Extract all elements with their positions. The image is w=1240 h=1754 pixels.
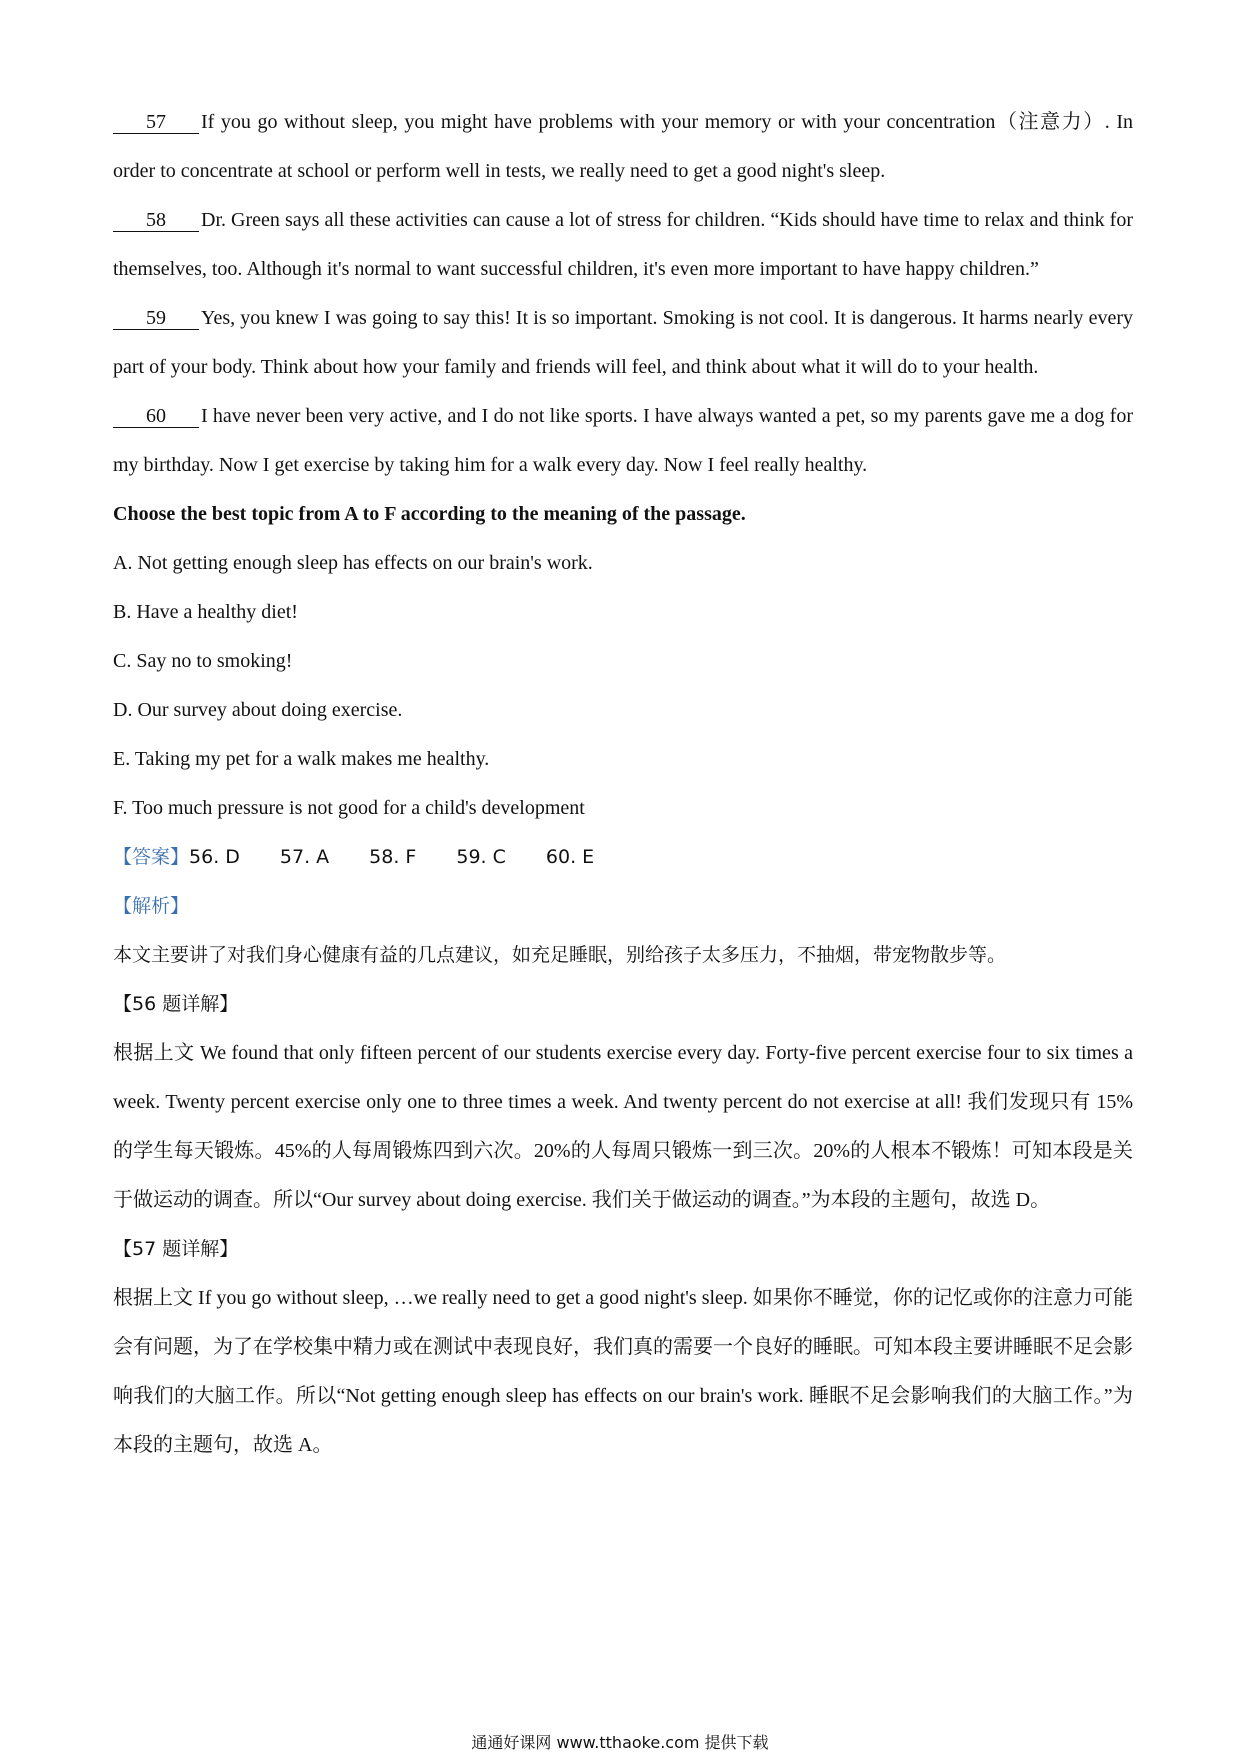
blank-60: 60 (113, 405, 199, 428)
answer-56: 56. D (189, 846, 240, 868)
analysis-label: 【解析】 (113, 895, 190, 917)
answer-58: 58. F (369, 846, 417, 868)
option-f: F. Too much pressure is not good for a child's development (113, 797, 585, 819)
detail-57-text: 根据上文 If you go without sleep, …we really need to get a good night's sleep. 如果你不睡觉，你的记忆或你的注意力可能会有问题，为了在学校集中精力或在测试中表现良好，我们真的需要一个良好的睡眠。可知本段主要讲睡眠不足会影响我们的大脑工作。所以“Not getting enough sleep has effects on our brain's work. 睡眠不足会影响我们的大脑工作。”为本段的主题句，故选 A。 (113, 1287, 1133, 1456)
question-text: Dr. Green says all these activities can cause a lot of stress for children. “Kids should have time to relax and think for themselves, too. Although it's normal to want successful children, it's even more important to have happy children.” (113, 209, 1133, 280)
answer-60: 60. E (545, 846, 595, 868)
question-57 (113, 98, 1133, 196)
answer-59: 59. C (456, 846, 506, 868)
blank-58: 58 (113, 209, 199, 232)
detail-56-text: 根据上文 We found that only fifteen percent of our students exercise every day. Forty-five percent exercise four to six times a week. Twenty percent exercise only one to three times a week. And twenty percent do not exercise at all! 我们发现只有 15%的学生每天锻炼。45%的人每周锻炼四到六次。20%的人每周只锻炼一到三次。20%的人根本不锻炼！可知本段是关于做运动的调查。所以“Our survey about doing exercise. 我们关于做运动的调查。”为本段的主题句，故选 D。 (113, 1042, 1133, 1211)
question-text: Yes, you knew I was going to say this! It is so important. Smoking is not cool. It is dangerous. It harms nearly every part of your body. Think about how your family and friends will feel, and think about what it will do to your health. (113, 307, 1133, 378)
question-59 (113, 294, 1133, 392)
question-text: If you go without sleep, you might have problems with your memory or with your concentration（注意力）. In order to concentrate at school or perform well in tests, we really need to get a good night's sleep. (113, 111, 1133, 182)
answer-line (113, 833, 1133, 882)
answer-label: 【答案】 (113, 846, 190, 868)
page-footer: 通通好课网 www.tthaoke.com 提供下载 (471, 1733, 769, 1752)
option-e: E. Taking my pet for a walk makes me healthy. (113, 748, 490, 770)
instruction-heading: Choose the best topic from A to F according to the meaning of the passage. (113, 503, 746, 525)
option-c: C. Say no to smoking! (113, 650, 293, 672)
blank-59: 59 (113, 307, 199, 330)
question-text: I have never been very active, and I do not like sports. I have always wanted a pet, so my parents gave me a dog for my birthday. Now I get exercise by taking him for a walk every day. Now I feel really healthy. (113, 405, 1133, 476)
option-d: D. Our survey about doing exercise. (113, 699, 403, 721)
option-a: A. Not getting enough sleep has effects on our brain's work. (113, 552, 593, 574)
document-page (113, 98, 1133, 1470)
option-b: B. Have a healthy diet! (113, 601, 298, 623)
blank-57: 57 (113, 111, 199, 134)
detail-57-label: 【57 题详解】 (113, 1238, 239, 1260)
question-60 (113, 392, 1133, 490)
answer-57: 57. A (279, 846, 330, 868)
detail-56-label: 【56 题详解】 (113, 993, 239, 1015)
summary-text: 本文主要讲了对我们身心健康有益的几点建议，如充足睡眠，别给孩子太多压力，不抽烟，带宠物散步等。 (113, 944, 1007, 966)
question-58 (113, 196, 1133, 294)
